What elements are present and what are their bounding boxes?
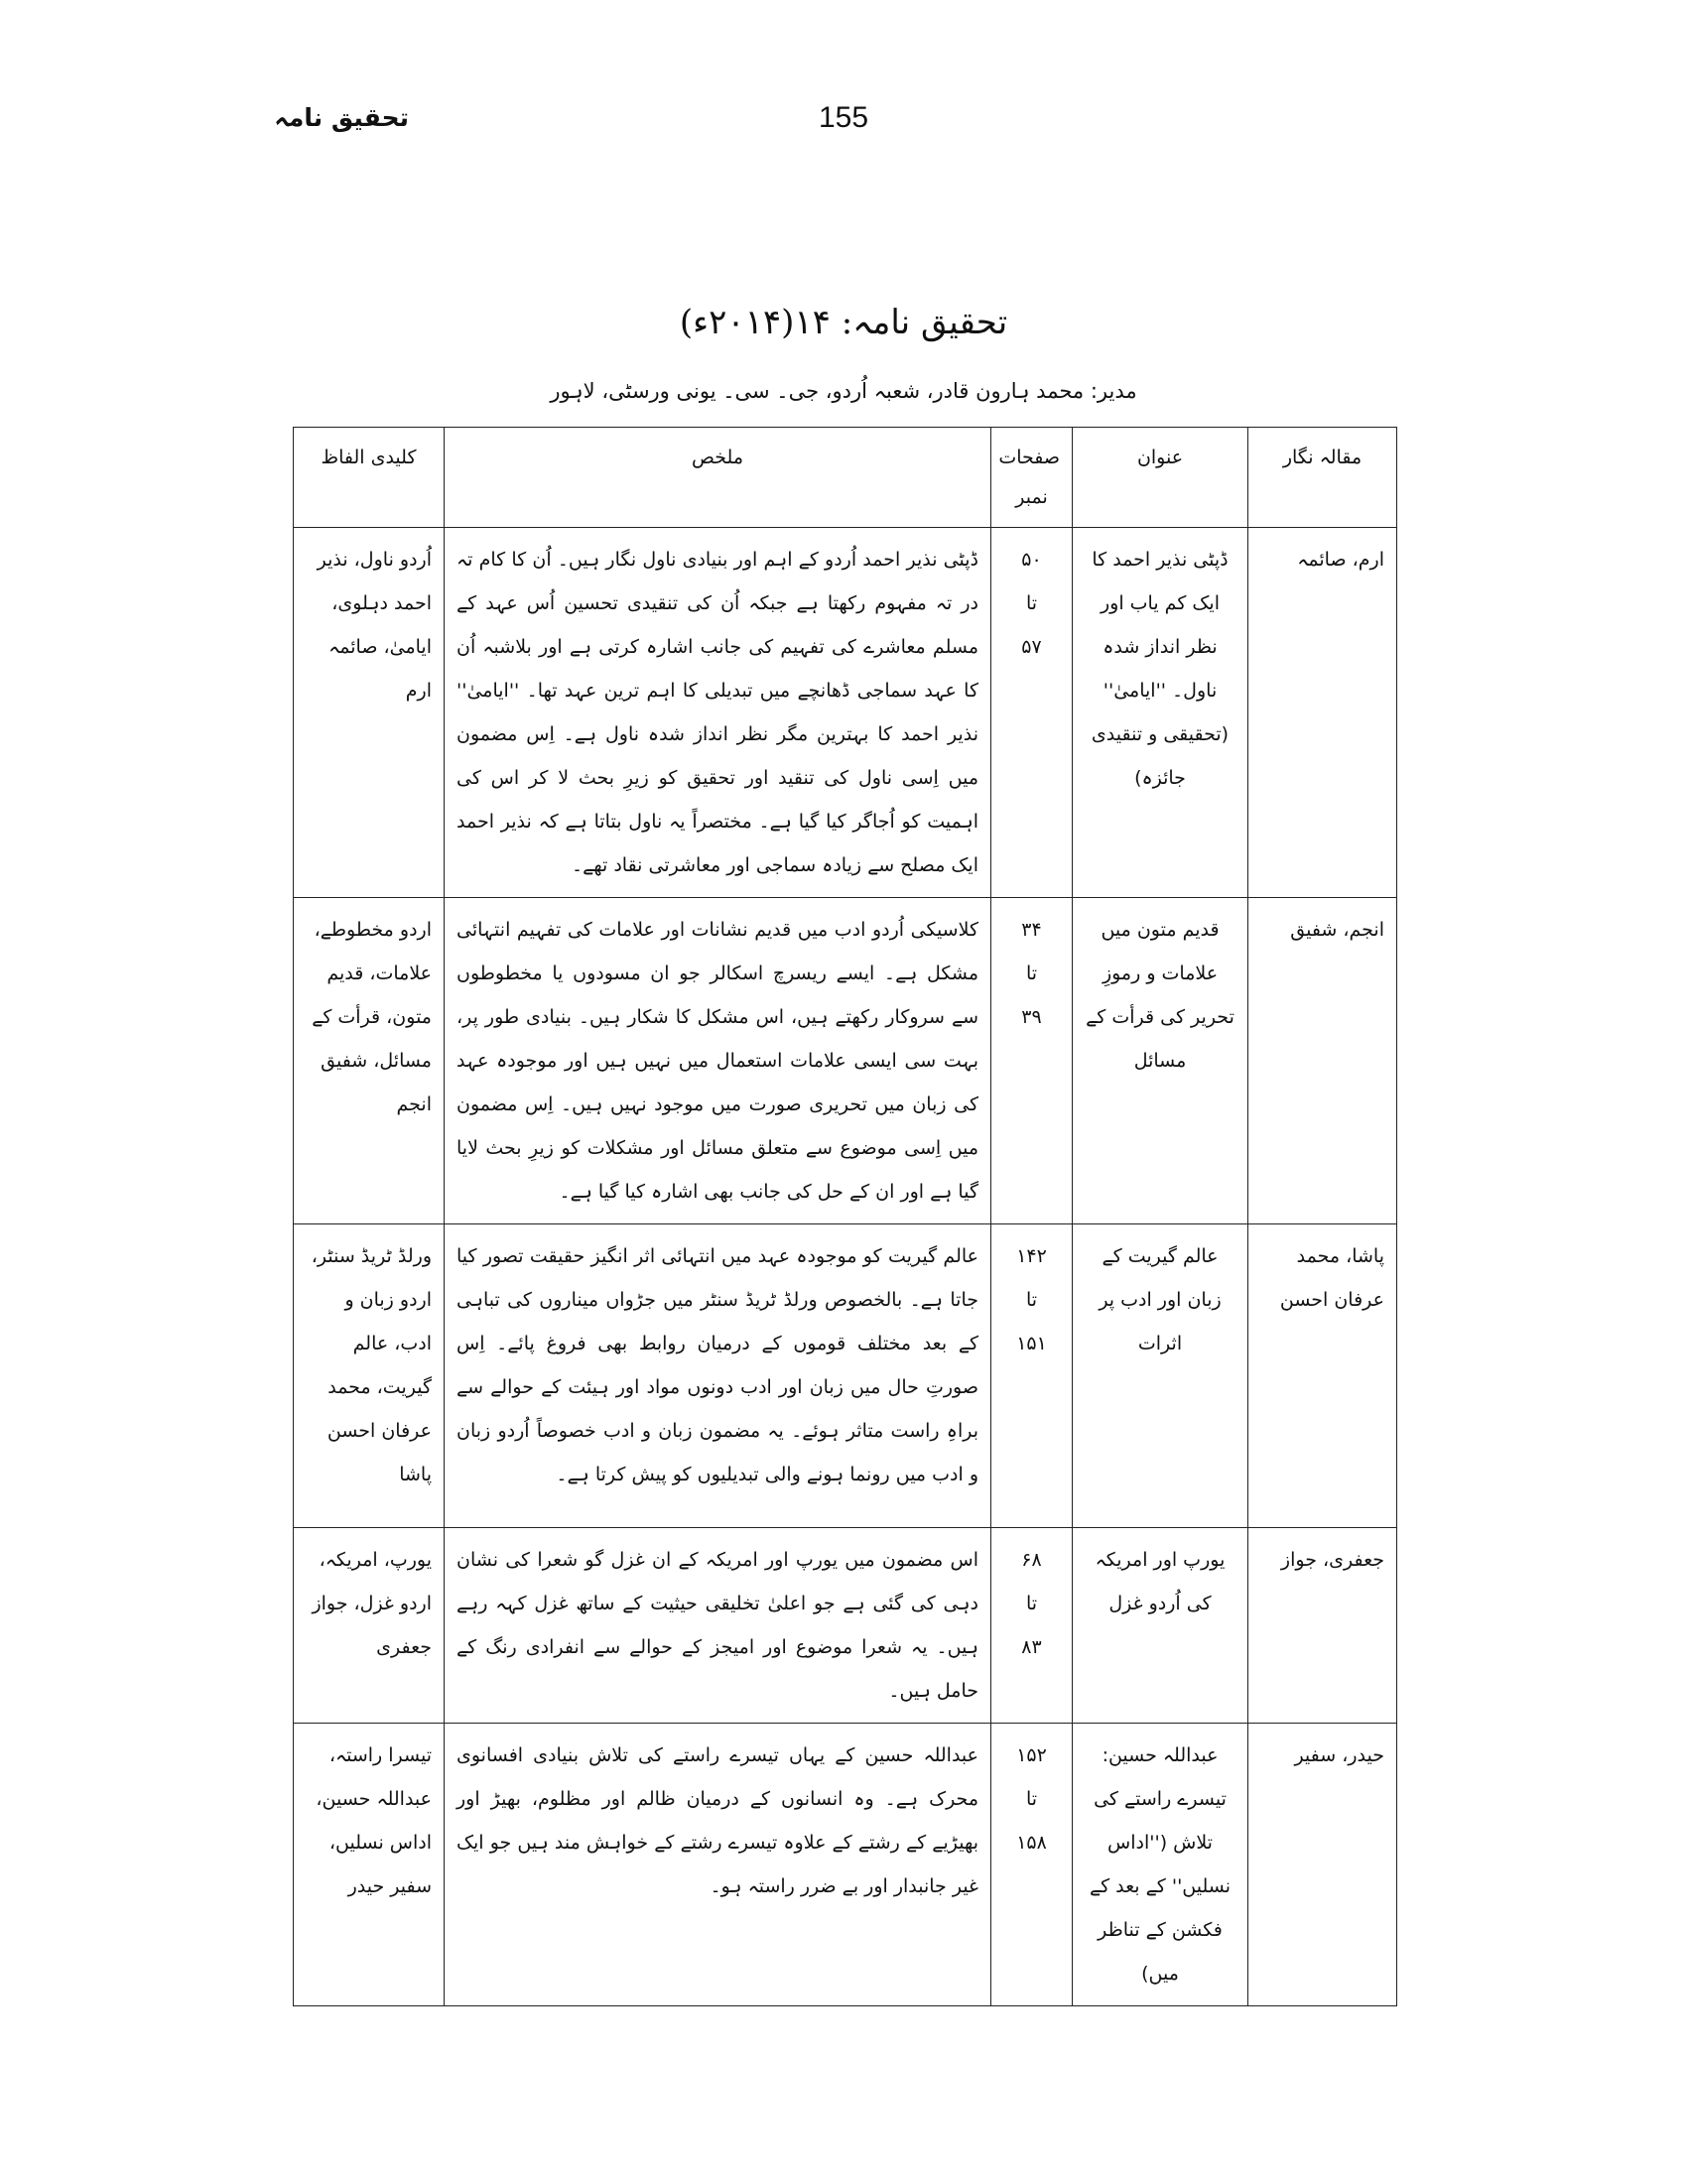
page-from: ۵۰ [1021,549,1042,571]
editor-line: مدیر: محمد ہارون قادر، شعبہ اُردو، جی۔ سی۔ یونی ورسٹی، لاہور [550,379,1137,403]
table-header-row [294,428,1397,528]
row-abstract: عبداللہ حسین کے یہاں تیسرے راستے کی تلاش بنیادی افسانوی محرک ہے۔ وہ انسانوں کے درمیان ظالم اور مظلوم، بھیڑ اور بھیڑیے کے رشتے کے علاوہ تیسرے رشتے کے خواہش مند ہیں جو ایک غیر جانبدار اور بے ضرر راستہ ہو۔ [445,1724,991,2006]
row-abstract: عالم گیریت کو موجودہ عہد میں انتہائی اثر انگیز حقیقت تصور کیا جاتا ہے۔ بالخصوص ورلڈ ٹریڈ سنٹر میں جڑواں میناروں کی تباہی کے بعد مختلف قوموں کے درمیان روابط بھی فروغ پائے۔ اِس صورتِ حال میں زبان اور ادب دونوں مواد اور ہیئت کے حوالے سے براہِ راست متاثر ہوئے۔ یہ مضمون زبان و ادب خصوصاً اُردو زبان و ادب میں رونما ہونے والی تبدیلیوں کو پیش کرتا ہے۔ [445,1224,991,1528]
journal-title: تحقیق نامہ: ۱۴(۲۰۱۴ء) [679,303,1008,342]
page-sep: تا [1025,963,1038,984]
header-author: مقالہ نگار [1248,428,1397,528]
table-row [294,528,1397,898]
page-to: ۳۹ [1021,1006,1042,1028]
page-sep: تا [1025,1289,1038,1311]
row-author: حیدر، سفیر [1248,1724,1397,2006]
table-row [294,1724,1397,2006]
row-keywords: یورپ، امریکہ، اردو غزل، جواز جعفری [294,1528,445,1724]
row-abstract: کلاسیکی اُردو ادب میں قدیم نشانات اور علامات کی تفہیم انتہائی مشکل ہے۔ ایسے ریسرچ اسکالر جو ان مسودوں یا مخطوطوں سے سروکار رکھتے ہیں، اس مشکل کا شکار ہیں۔ بنیادی طور پر، بہت سی ایسی علامات استعمال میں نہیں ہیں اور موجودہ عہد کی زبان میں تحریری صورت میں موجود نہیں ہیں۔ اِس مضمون میں اِسی موضوع سے متعلق مسائل اور مشکلات کو زیرِ بحث لایا گیا ہے اور ان کے حل کی جانب بھی اشارہ کیا گیا ہے۔ [445,898,991,1224]
running-title: تحقیق نامہ [274,103,409,132]
row-author: جعفری، جواز [1248,1528,1397,1724]
row-author: انجم، شفیق [1248,898,1397,1224]
row-title: ڈپٹی نذیر احمد کا ایک کم یاب اور نظر انداز شدہ ناول۔ ''ایامیٰ'' (تحقیقی و تنقیدی جائزہ) [1073,528,1248,898]
table-row [294,1224,1397,1528]
row-title: عبداللہ حسین: تیسرے راستے کی تلاش (''اداس نسلیں'' کے بعد کے فکشن کے تناظر میں) [1073,1724,1248,2006]
row-author: ارم، صائمہ [1248,528,1397,898]
row-pages [991,898,1073,1224]
header-pages: صفحات نمبر [991,428,1073,528]
row-keywords: اُردو ناول، نذیر احمد دہلوی، ایامیٰ، صائمہ ارم [294,528,445,898]
page-number: 155 [818,101,869,134]
page-from: ۳۴ [1021,919,1042,941]
table-row [294,1528,1397,1724]
articles-table [293,427,1397,2006]
row-keywords: ورلڈ ٹریڈ سنٹر، اردو زبان و ادب، عالم گیریت، محمد عرفان احسن پاشا [294,1224,445,1528]
row-title: عالم گیریت کے زبان اور ادب پر اثرات [1073,1224,1248,1528]
page-sep: تا [1025,1788,1038,1810]
row-keywords: تیسرا راستہ، عبداللہ حسین، اداس نسلیں، سفیر حیدر [294,1724,445,2006]
page-to: ۱۵۸ [1016,1832,1047,1854]
row-title: قدیم متون میں علامات و رموزِ تحریر کی قرأت کے مسائل [1073,898,1248,1224]
header-abstract: ملخص [445,428,991,528]
row-abstract: ڈپٹی نذیر احمد اُردو کے اہم اور بنیادی ناول نگار ہیں۔ اُن کا کام تہ در تہ مفہوم رکھتا ہے جبکہ اُن کی تنقیدی تحسین اُس عہد کے مسلم معاشرے کی تفہیم کی جانب اشارہ کرتی ہے اور بلاشبہ اُن کا عہد سماجی ڈھانچے میں تبدیلی کا اہم ترین عہد تھا۔ ''ایامیٰ'' نذیر احمد کا بہترین مگر نظر انداز شدہ ناول ہے۔ اِس مضمون میں اِسی ناول کی تنقید اور تحقیق کو زیرِ بحث لا کر اس کی اہمیت کو اُجاگر کیا گیا ہے۔ مختصراً یہ ناول بتاتا ہے کہ نذیر احمد ایک مصلح سے زیادہ سماجی اور معاشرتی نقاد تھے۔ [445,528,991,898]
header-title: عنوان [1073,428,1248,528]
row-title: یورپ اور امریکہ کی اُردو غزل [1073,1528,1248,1724]
page-from: ۶۸ [1021,1549,1042,1571]
row-pages [991,528,1073,898]
table-row [294,898,1397,1224]
row-abstract: اس مضمون میں یورپ اور امریکہ کے ان غزل گو شعرا کی نشان دہی کی گئی ہے جو اعلیٰ تخلیقی حیثیت کے ساتھ غزل کہہ رہے ہیں۔ یہ شعرا موضوع اور امیجز کے حوالے سے انفرادی رنگ کے حامل ہیں۔ [445,1528,991,1724]
page-to: ۱۵۱ [1016,1333,1047,1354]
header-keywords: کلیدی الفاظ [294,428,445,528]
row-keywords: اردو مخطوطے، علامات، قدیم متون، قرأت کے مسائل، شفیق انجم [294,898,445,1224]
row-pages [991,1724,1073,2006]
row-pages [991,1528,1073,1724]
page-from: ۱۴۲ [1016,1245,1047,1267]
page-to: ۸۳ [1021,1636,1042,1658]
page-from: ۱۵۲ [1016,1744,1047,1766]
page-to: ۵۷ [1021,636,1042,658]
page-sep: تا [1025,1593,1038,1614]
row-pages [991,1224,1073,1528]
page-sep: تا [1025,592,1038,614]
row-author: پاشا، محمد عرفان احسن [1248,1224,1397,1528]
